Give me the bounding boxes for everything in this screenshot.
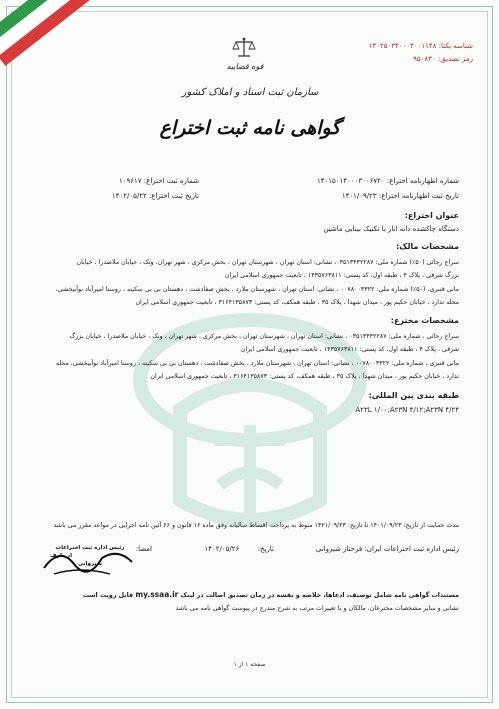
reg-date-label: تاریخ ثبت اختراع: <box>148 192 199 200</box>
inventor-line: شرقی ، پلاک ۴ ، طبقه اول، کد پستی: ۱۴۳۵۷۶۳۸۱۱ ، تابعیت جمهوری اسلامی ایران <box>240 346 459 353</box>
sign-date-label: تاریخ: <box>257 545 274 553</box>
reg-date-value: ۱۴۰۲/۰۵/۲۲ <box>111 192 147 200</box>
national-id-label: شناسه یکتا: <box>438 42 473 50</box>
office-head <box>316 545 459 553</box>
decl-no-value: ۱۴۰۱۵۰۱۴۰۰۰۳۰۰۶۷۲۰ <box>316 177 385 185</box>
reg-no-value: ۱۰۹۶۱۷ <box>118 177 142 185</box>
notice-line-2: نشانی و سایر مشخصات مخترعان، مالکان و یا تغییرات مرتب به شرح مندرج در پیوست گواهی نامه می باشد <box>175 605 459 612</box>
decl-no <box>317 177 459 185</box>
validity-text: مدت حمایت از تاریخ: ۱۴۰۱/۰۹/۲۳ تا تاریخ: ۱۴۲۱/۰۹/۲۳ منوط به پرداخت اقساط سالیانه وفق ماده ۱۶ قانون و ۶۶ آئین نامه اجرایی در مواعد مقرر می باشد <box>53 522 459 529</box>
inventor-line: مانی قنبری ، شماره ملی: ۰۰۷۸۰۰۳۳۲۲ ، نشانی: استان تهران ، شهرستان ملارد ، بخش صفادشت ، دهستان بی بی سکینه ، روستا امیرآباد نوآبیخشی، محله <box>55 360 459 367</box>
notice-text: مستندات گواهی نامه شامل توصیف، ادعاها، خلاصه و نقشه در زمان تصدیق اصالت در لینک <box>180 592 459 599</box>
sign-label: امضا: <box>135 545 152 553</box>
verify-code-value: ۹۵۰۸۳۰ <box>413 55 436 63</box>
stamp-line: رئیس اداره ثبت اختراعات <box>55 545 125 551</box>
owner-line: سراج رجائی (۵۰٪) شماره ملی: ۰۳۵۱۳۴۳۲۲۸۷، نشانی: استان تهران ، شهرستان تهران ، بخش مرکزی ، شهر تهران، ونک ، خیابان ملاصدرا ، خیابان <box>76 259 459 266</box>
stamp-line: شیروانی <box>77 561 102 567</box>
organization-name: سازمان ثبت اسناد و املاک کشور <box>181 87 319 98</box>
ssaa-link[interactable]: my.ssaa.ir <box>135 590 179 599</box>
page-number: صفحه ۱ از ۱ <box>233 661 266 668</box>
owners-heading: مشخصات مالک: <box>396 242 459 251</box>
national-id <box>369 42 473 50</box>
inventor-line: سراج رجائی ، شماره ملی: ۰۳۵۱۳۴۳۲۲۸۷ ، نشانی: استان تهران ، شهرستان تهران ، بخش مرکزی ، شهر تهران ، ونک ، خیابان ملاصدرا ، خیابان بزرگ <box>69 333 459 340</box>
owner-line: محله تدارد ، خیابان حکیم پور ، میدان شهدا ، پلاک ۳۵ ، طبقه همکف، کد پستی: ۳۱۶۴۱۳۵۸۷۳ ، تابعیت جمهوری اسلامی ایران <box>135 299 459 306</box>
inventor-line: تدارد ، خیابان حکیم پور ، میدان شهدا ، پلاک ۳۵ ، طبقه همکف، کد پستی: ۳۱۶۴۱۳۵۸۷۳ ، تابعیت جمهوری اسلامی ایران <box>150 373 459 380</box>
national-id-value: ۱۴۰۲۵۰۳۴۰۰۰۳۰۰۱۱۴۸ <box>368 42 437 50</box>
verify-code <box>413 55 473 63</box>
classification-value: A۲۳L ۱/۰۰;A۲۳N ۴/۱۲;A۲۳N ۴/۲۴ <box>355 406 459 414</box>
notice-text-end: قابل رویت است <box>82 592 134 599</box>
reg-date <box>112 192 199 200</box>
office-head-name: فرحناز شیروانی <box>315 545 363 553</box>
certificate-title: گواهی نامه ثبت اختراع <box>159 117 341 139</box>
justice-scales-icon <box>232 36 256 60</box>
verify-code-label: رمز تصدیق: <box>437 55 473 63</box>
decl-date <box>342 192 459 200</box>
stamp-line: از طرف <box>50 553 72 559</box>
invention-title-value: دستگاه چاکشده دانه انار با تکنیک بینایی ماشین <box>323 225 459 233</box>
inventors-heading: مشخصات مخترع: <box>390 316 459 325</box>
sign-date <box>204 545 274 553</box>
signature-stamp <box>40 538 140 584</box>
classification-heading: طبقه بندی بین المللی: <box>368 391 459 400</box>
owner-line: مانی قنبری، (۵۰٪) شماره ملی: ۰۰۷۸۰۰۳۳۲۲ ، نشانی: استان تهران ، شهرستان ملارد ، بخش صفادشت ، دهستان بی بی سکینه ، روستا امیرآباد نوآبیخشی، <box>55 286 459 293</box>
decl-date-label: تاریخ ثبت اظهارنامه اختراع: <box>378 192 459 200</box>
sign-date-value: ۱۴۰۲/۰۵/۲۶ <box>204 545 240 553</box>
decl-date-value: ۱۴۰۱/۰۹/۲۳ <box>341 192 377 200</box>
notice-line-1 <box>83 590 459 599</box>
reg-no-label: شماره ثبت اختراع: <box>143 177 199 185</box>
owner-line: بزرگ شرقی ، پلاک ۴ ، طبقه اول، کد پستی: ۱۴۳۵۷۶۳۸۱۱ ، تابعیت جمهوری اسلامی ایران <box>224 272 459 279</box>
decl-no-label: شماره اظهارنامه اختراع: <box>386 177 459 185</box>
judiciary-logo-text: قوه قضاییه <box>226 62 264 71</box>
reg-no <box>119 177 199 185</box>
office-head-label: رئیس اداره ثبت اختراعات ایران: <box>364 545 459 553</box>
invention-title-label: عنوان اختراع: <box>404 211 459 220</box>
